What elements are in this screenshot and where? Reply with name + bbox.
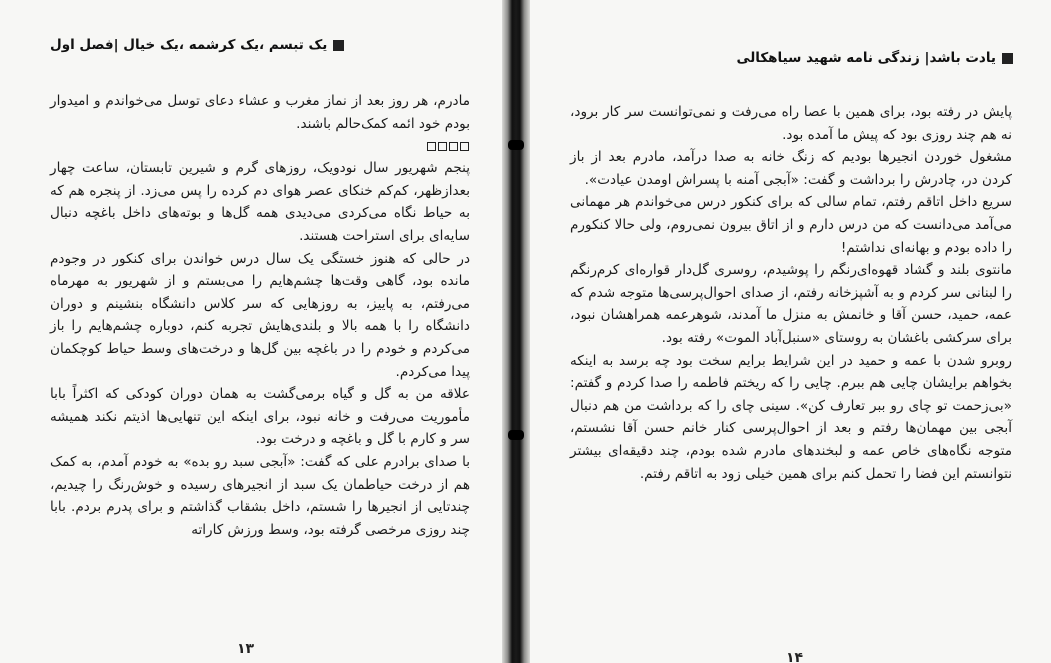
right-running-header [737,50,1013,66]
left-page [0,0,502,663]
paragraph: علاقه من به گل و گیاه برمی‌گشت به همان دوران کودکی که اکثراً بابا مأموریت می‌رفت و خانه نبود، برای اینکه این تنهایی‌ها اذیتم نکند همیشه سر و کارم با گل و باغچه و درخت بود. [50,386,470,448]
gutter-shadow [508,140,524,150]
header-square-icon [333,40,344,51]
right-body-text [570,101,1012,485]
separator-box-icon [438,142,447,151]
paragraph: مانتوی بلند و گشاد قهوه‌ای‌رنگم را پوشیدم، روسری گل‌دار قواره‌ای کرم‌رنگم را لبنانی سر کردم و به آشپزخانه رفتم، از صدای احوال‌پرسی‌ها متوجه شدم که عمه، حمید، حسن آقا و خانمش به منزل ما آمدند، شوهرعمه همراهشان نبود، برای سرکشی باغشان به روستای «سنبل‌آباد الموت» رفته بود. [570,262,1012,346]
left-body-text [50,90,470,541]
separator-box-icon [427,142,436,151]
separator-box-icon [460,142,469,151]
paragraph: مادرم، هر روز بعد از نماز مغرب و عشاء دعای توسل می‌خواندم و امیدوار بودم خود ائمه کمک‌حالم باشند. [50,93,470,132]
left-header-text: یک تبسم ،یک کرشمه ،یک خیال |فصل اول [50,37,328,53]
right-page [530,0,1051,663]
left-running-header [50,37,344,53]
paragraph: با صدای برادرم علی که گفت: «آبجی سبد رو بده» به خودم آمدم، به کمک هم از درخت حیاطمان یک سبد از انجیرهای رسیده و خوش‌رنگ را چیدیم، چندتایی از انجیرها را شستم، داخل بشقاب گذاشتم و برای پدرم بردم. بابا چند روزی مرخصی گرفته بود، وسط ورزش کاراته [50,453,470,538]
page-number: ۱۴ [786,650,804,663]
paragraph: پایش در رفته بود، برای همین با عصا راه می‌رفت و نمی‌توانست سر کار برود، نه هم چند روزی بود که پیش ما آمده بود. [570,104,1012,143]
header-square-icon [1002,53,1013,64]
paragraph: روبرو شدن با عمه و حمید در این شرایط برایم سخت بود چه برسد به اینکه بخواهم برایشان چایی هم ببرم. چایی را که ریختم فاطمه را صدا کردم و گفتم: «بی‌زحمت تو چای رو ببر تعارف کن». سینی چای را که برداشت من هم دنبال آبجی بین مهمان‌ها رفتم و بعد از احوال‌پرسی کنار خانم حسن آقا نشستم، متوجه نگاه‌های خاص عمه و لبخندهای مادرم شده بودم، چند دقیقه‌ای بیشتر نتوانستم این فضا را تحمل کنم برای همین خیلی زود به اتاقم رفتم. [570,352,1012,482]
right-header-text: یادت باشد| زندگی نامه شهید سیاهکالی [736,50,996,66]
paragraph: سریع داخل اتاقم رفتم، تمام سالی که برای کنکور درس می‌خواندم هر مهمانی می‌آمد می‌دانست که من درس دارم و از اتاق بیرون نمی‌روم، ولی حالا کنکورم را داده بودم و بهانه‌ای نداشتم! [570,194,1012,256]
separator-box-icon [449,142,458,151]
paragraph: پنجم شهریور سال نودویک، روزهای گرم و شیرین تابستان، ساعت چهار بعدازظهر، کم‌کم خنکای عصر هوای دم کرده را پس می‌زد. از پنجره هم که به حیاط نگاه می‌کردی می‌دیدی همه گل‌ها و بوته‌های داخل باغچه دنبال سایه‌ای برای استراحت هستند. [50,160,470,244]
section-separator [50,135,470,157]
gutter-shadow [508,430,524,440]
page-number: ۱۳ [237,641,255,657]
paragraph: مشغول خوردن انجیرها بودیم که زنگ خانه به صدا درآمد، مادرم بعد از باز کردن در، چادرش را برداشت و گفت: «آبجی آمنه با پسراش اومدن عیادت». [570,149,1012,188]
book-gutter [502,0,530,663]
paragraph: در حالی که هنوز خستگی یک سال درس خواندن برای کنکور در وجودم مانده بود، گاهی وقت‌ها چشم‌هایم را می‌بستم و از شهریور به مهرماه می‌رفتم، به پاییز، به روزهایی که سر کلاس دانشگاه بنشینم و دوران دانشگاه را با همه بالا و بلندی‌هایش تجربه کنم، دوباره چشم‌هایم را باز می‌کردم و خودم را در باغچه بین گل‌ها و درخت‌های وسط حیاط کوچکمان پیدا می‌کردم. [50,250,470,380]
